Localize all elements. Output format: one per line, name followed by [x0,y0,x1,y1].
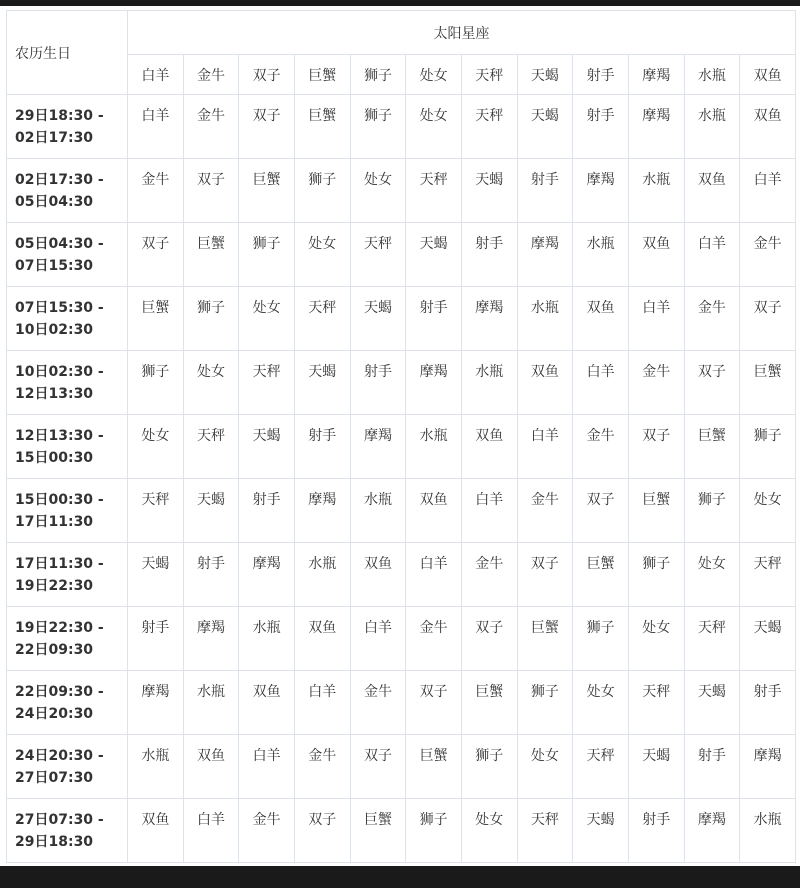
table-row [7,671,796,735]
table-row [7,159,796,223]
sign-cell: 天蝎 [740,607,796,671]
lunar-date-range [7,671,128,735]
sign-cell: 天秤 [517,799,573,863]
lunar-date-range [7,287,128,351]
sign-cell: 双鱼 [517,351,573,415]
sign-column-header: 摩羯 [628,55,684,95]
sign-cell: 双子 [573,479,629,543]
sign-column-header: 金牛 [183,55,239,95]
sign-cell: 白羊 [740,159,796,223]
date-range-end: 24日20:30 [15,705,94,722]
date-range-start: 19日22:30 - [15,619,104,636]
lunar-date-range [7,479,128,543]
sign-cell: 巨蟹 [573,543,629,607]
lunar-date-range [7,351,128,415]
sign-column-header: 射手 [573,55,629,95]
sign-cell: 金牛 [239,799,295,863]
sign-cell: 天秤 [406,159,462,223]
sign-cell: 狮子 [294,159,350,223]
sign-cell: 金牛 [573,415,629,479]
sign-cell: 巨蟹 [350,799,406,863]
sign-cell: 金牛 [740,223,796,287]
sign-cell: 双子 [294,799,350,863]
sign-cell: 双子 [183,159,239,223]
lunar-birthday-header: 农历生日 [7,11,128,95]
sign-cell: 白羊 [239,735,295,799]
sign-cell: 处女 [628,607,684,671]
sign-cell: 摩羯 [517,223,573,287]
sign-cell: 射手 [461,223,517,287]
date-range-start: 02日17:30 - [15,171,104,188]
sign-cell: 白羊 [183,799,239,863]
sign-column-header: 水瓶 [684,55,740,95]
sign-cell: 摩羯 [350,415,406,479]
sign-cell: 双鱼 [684,159,740,223]
date-range-start: 27日07:30 - [15,811,104,828]
sign-cell: 巨蟹 [183,223,239,287]
sign-cell: 水瓶 [406,415,462,479]
sign-cell: 白羊 [573,351,629,415]
sign-cell: 巨蟹 [461,671,517,735]
sign-cell: 天蝎 [573,799,629,863]
sign-cell: 射手 [128,607,184,671]
sign-column-header: 双鱼 [740,55,796,95]
sign-cell: 金牛 [517,479,573,543]
sign-cell: 天秤 [573,735,629,799]
sign-column-header: 天秤 [461,55,517,95]
sign-cell: 水瓶 [573,223,629,287]
sign-cell: 双鱼 [740,95,796,159]
table-row [7,223,796,287]
sign-cell: 射手 [628,799,684,863]
sign-cell: 双子 [239,95,295,159]
sign-cell: 双鱼 [128,799,184,863]
sign-cell: 摩羯 [183,607,239,671]
sign-cell: 白羊 [406,543,462,607]
sign-cell: 射手 [239,479,295,543]
date-range-end: 07日15:30 [15,257,94,274]
table-body [7,95,796,863]
sign-cell: 金牛 [461,543,517,607]
sign-cell: 射手 [294,415,350,479]
sign-cell: 金牛 [628,351,684,415]
sign-cell: 天秤 [128,479,184,543]
sign-cell: 巨蟹 [128,287,184,351]
sign-cell: 天秤 [461,95,517,159]
table-row [7,351,796,415]
table-row [7,95,796,159]
date-range-end: 22日09:30 [15,641,94,658]
sign-cell: 双子 [406,671,462,735]
sign-cell: 狮子 [573,607,629,671]
sign-cell: 摩羯 [740,735,796,799]
sign-cell: 水瓶 [517,287,573,351]
sign-cell: 天秤 [239,351,295,415]
sign-cell: 射手 [740,671,796,735]
sign-cell: 白羊 [628,287,684,351]
sign-cell: 天蝎 [684,671,740,735]
sign-cell: 巨蟹 [684,415,740,479]
lunar-date-range [7,415,128,479]
sign-cell: 处女 [294,223,350,287]
sign-cell: 狮子 [239,223,295,287]
sign-cell: 白羊 [128,95,184,159]
sign-cell: 金牛 [128,159,184,223]
sign-cell: 白羊 [350,607,406,671]
sign-cell: 处女 [239,287,295,351]
sign-cell: 狮子 [406,799,462,863]
date-range-start: 15日00:30 - [15,491,104,508]
sign-column-header: 狮子 [350,55,406,95]
sign-cell: 双鱼 [350,543,406,607]
sign-cell: 处女 [740,479,796,543]
sign-column-header: 天蝎 [517,55,573,95]
zodiac-table [6,10,796,863]
sign-cell: 白羊 [517,415,573,479]
date-range-start: 22日09:30 - [15,683,104,700]
date-range-start: 24日20:30 - [15,747,104,764]
sign-cell: 巨蟹 [517,607,573,671]
sign-cell: 双子 [517,543,573,607]
sign-cell: 水瓶 [684,95,740,159]
sign-cell: 双子 [740,287,796,351]
sign-cell: 射手 [573,95,629,159]
sign-cell: 金牛 [406,607,462,671]
date-range-end: 02日17:30 [15,129,94,146]
sign-cell: 天蝎 [128,543,184,607]
table-row [7,735,796,799]
sign-cell: 双鱼 [628,223,684,287]
sign-cell: 狮子 [350,95,406,159]
lunar-date-range [7,543,128,607]
sign-cell: 天蝎 [239,415,295,479]
sign-cell: 金牛 [684,287,740,351]
date-range-start: 07日15:30 - [15,299,104,316]
sign-cell: 狮子 [461,735,517,799]
sign-cell: 天秤 [628,671,684,735]
sign-cell: 处女 [350,159,406,223]
sign-cell: 天秤 [350,223,406,287]
sign-cell: 双鱼 [294,607,350,671]
date-range-end: 15日00:30 [15,449,94,466]
sign-cell: 狮子 [183,287,239,351]
date-range-end: 12日13:30 [15,385,94,402]
header-row-top [7,11,796,55]
sign-cell: 狮子 [628,543,684,607]
sign-cell: 水瓶 [183,671,239,735]
sign-cell: 天蝎 [461,159,517,223]
sign-cell: 摩羯 [294,479,350,543]
sign-cell: 摩羯 [684,799,740,863]
sign-cell: 摩羯 [573,159,629,223]
date-range-end: 05日04:30 [15,193,94,210]
sign-cell: 水瓶 [239,607,295,671]
sign-cell: 双子 [684,351,740,415]
sign-cell: 天秤 [740,543,796,607]
sign-cell: 摩羯 [239,543,295,607]
sign-cell: 天蝎 [517,95,573,159]
sign-cell: 射手 [517,159,573,223]
date-range-start: 10日02:30 - [15,363,104,380]
sign-cell: 射手 [684,735,740,799]
sign-cell: 巨蟹 [740,351,796,415]
sign-cell: 水瓶 [350,479,406,543]
sign-cell: 狮子 [128,351,184,415]
sign-cell: 天秤 [684,607,740,671]
sign-cell: 狮子 [684,479,740,543]
sign-cell: 处女 [573,671,629,735]
table-row [7,415,796,479]
sign-column-header: 巨蟹 [294,55,350,95]
sign-cell: 天秤 [183,415,239,479]
sign-cell: 双鱼 [461,415,517,479]
table-row [7,799,796,863]
lunar-date-range [7,95,128,159]
lunar-date-range [7,799,128,863]
sign-column-header: 处女 [406,55,462,95]
date-range-start: 17日11:30 - [15,555,104,572]
sign-cell: 金牛 [183,95,239,159]
lunar-date-range [7,607,128,671]
sign-cell: 处女 [406,95,462,159]
sign-cell: 白羊 [294,671,350,735]
sign-cell: 天蝎 [406,223,462,287]
table-row [7,543,796,607]
date-range-start: 05日04:30 - [15,235,104,252]
lunar-date-range [7,159,128,223]
sign-cell: 水瓶 [128,735,184,799]
bottom-black-bar [0,866,800,888]
sign-cell: 白羊 [684,223,740,287]
sign-cell: 双鱼 [573,287,629,351]
sign-cell: 金牛 [350,671,406,735]
sign-cell: 射手 [406,287,462,351]
sign-cell: 巨蟹 [294,95,350,159]
sign-cell: 双子 [128,223,184,287]
sign-cell: 摩羯 [406,351,462,415]
date-range-end: 27日07:30 [15,769,94,786]
sign-cell: 水瓶 [628,159,684,223]
date-range-end: 10日02:30 [15,321,94,338]
date-range-start: 12日13:30 - [15,427,104,444]
sign-cell: 巨蟹 [239,159,295,223]
sign-cell: 双子 [461,607,517,671]
sign-column-header: 双子 [239,55,295,95]
sign-cell: 金牛 [294,735,350,799]
sign-cell: 天蝎 [628,735,684,799]
sign-column-header: 白羊 [128,55,184,95]
sign-cell: 天蝎 [350,287,406,351]
sign-cell: 处女 [684,543,740,607]
sign-cell: 双子 [350,735,406,799]
sign-cell: 天蝎 [183,479,239,543]
sign-cell: 天蝎 [294,351,350,415]
table-row [7,287,796,351]
top-black-bar [0,0,800,6]
sign-cell: 水瓶 [294,543,350,607]
sign-cell: 处女 [183,351,239,415]
sign-cell: 摩羯 [628,95,684,159]
sign-cell: 双鱼 [183,735,239,799]
sign-cell: 双子 [628,415,684,479]
date-range-end: 17日11:30 [15,513,94,530]
lunar-date-range [7,223,128,287]
sign-cell: 处女 [128,415,184,479]
sign-cell: 天秤 [294,287,350,351]
sign-cell: 摩羯 [461,287,517,351]
sign-cell: 处女 [517,735,573,799]
sun-sign-header: 太阳星座 [128,11,796,55]
sign-cell: 双鱼 [239,671,295,735]
table-row [7,479,796,543]
date-range-end: 29日18:30 [15,833,94,850]
date-range-start: 29日18:30 - [15,107,104,124]
date-range-end: 19日22:30 [15,577,94,594]
sign-cell: 水瓶 [740,799,796,863]
sign-cell: 狮子 [517,671,573,735]
sign-cell: 双鱼 [406,479,462,543]
sign-cell: 白羊 [461,479,517,543]
sign-cell: 射手 [183,543,239,607]
table-row [7,607,796,671]
sign-cell: 水瓶 [461,351,517,415]
sign-cell: 巨蟹 [406,735,462,799]
lunar-date-range [7,735,128,799]
sign-cell: 巨蟹 [628,479,684,543]
sign-cell: 射手 [350,351,406,415]
sign-cell: 摩羯 [128,671,184,735]
sign-cell: 处女 [461,799,517,863]
sign-cell: 狮子 [740,415,796,479]
